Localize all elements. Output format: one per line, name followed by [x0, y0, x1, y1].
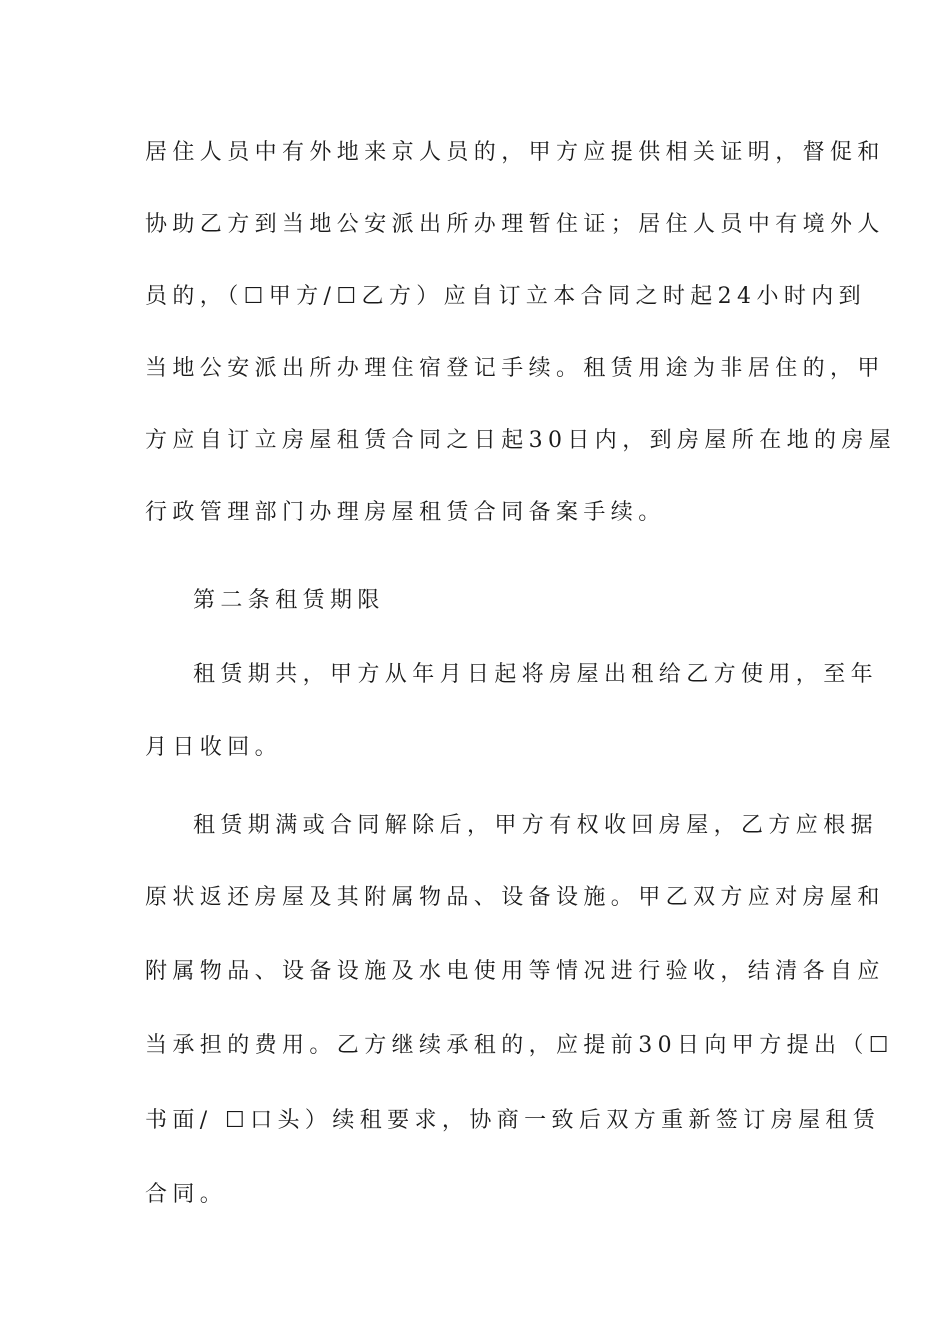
paragraph-line: 租赁期共，甲方从年月日起将房屋出租给乙方使用，至年	[193, 662, 879, 687]
paragraph-line: 方应自订立房屋租赁合同之日起30日内，到房屋所在地的房屋	[145, 428, 897, 453]
paragraph-line: 当承担的费用。乙方继续承租的，应提前30日向甲方提出（☐	[145, 1033, 894, 1058]
paragraph-line: 月日收回。	[145, 735, 283, 760]
paragraph-line: 租赁期满或合同解除后，甲方有权收回房屋，乙方应根据	[193, 813, 879, 838]
paragraph-line: 合同。	[145, 1182, 228, 1207]
paragraph-line: 员的，（☐甲方/☐乙方）应自订立本合同之时起24小时内到	[145, 284, 867, 309]
paragraph-line: 书面/ ☐口头）续租要求，协商一致后双方重新签订房屋租赁	[145, 1108, 881, 1133]
paragraph-line: 居住人员中有外地来京人员的，甲方应提供相关证明，督促和	[145, 140, 885, 165]
paragraph-line: 附属物品、设备设施及水电使用等情况进行验收，结清各自应	[145, 959, 885, 984]
paragraph-line: 当地公安派出所办理住宿登记手续。租赁用途为非居住的，甲	[145, 356, 885, 381]
section-heading: 第二条租赁期限	[193, 588, 385, 613]
paragraph-line: 原状返还房屋及其附属物品、设备设施。甲乙双方应对房屋和	[145, 885, 885, 910]
paragraph-line: 协助乙方到当地公安派出所办理暂住证；居住人员中有境外人	[145, 212, 885, 237]
paragraph-line: 行政管理部门办理房屋租赁合同备案手续。	[145, 500, 666, 525]
